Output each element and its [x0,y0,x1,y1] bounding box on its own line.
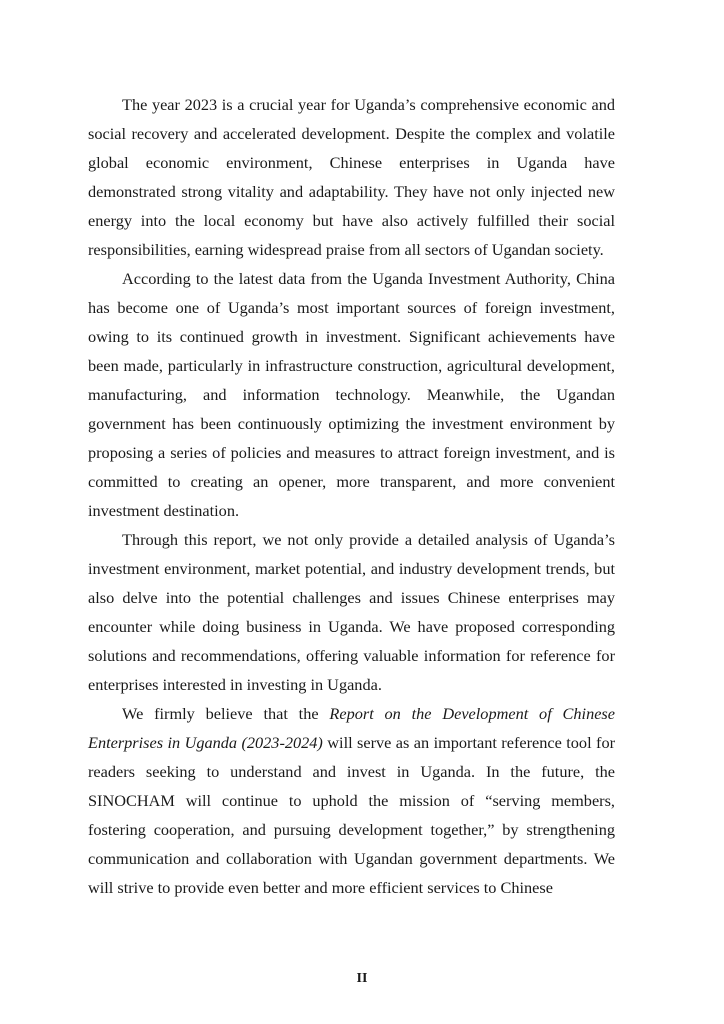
paragraph-3: Through this report, we not only provide a detailed analysis of Uganda’s investment environment, market potential, and industry development trends, but also delve into the potential challenges and issues Chinese enterprises may encounter while doing business in Uganda. We have proposed corresponding solutions and recommendations, offering valuable information for reference for enterprises interested in investing in Uganda. [88,530,615,694]
paragraph-1: The year 2023 is a crucial year for Uganda’s comprehensive economic and social recovery and accelerated development. Despite the complex and volatile global economic environment, Chinese enterprises in Uganda have demonstrated strong vitality and adaptability. They have not only injected new energy into the local economy but have also actively fulfilled their social responsibilities, earning widespread praise from all sectors of Ugandan society. [88,95,615,259]
body-text [88,90,615,902]
paragraph-4-rest: will serve as an important reference tool for readers seeking to understand and invest in Uganda. In the future, the SINOCHAM will continue to uphold the mission of “serving members, fostering cooperation, and pursuing development together,” by strengthening communication and collaboration with Ugandan government departments. We will strive to provide even better and more efficient services to Chinese [88,733,616,897]
page-number: II [356,971,368,986]
report-title: Report on the Development of Chinese Enterprises in Uganda (2023-2024) [88,704,615,752]
paragraph-4 [88,699,615,902]
paragraph-4-lead: We firmly believe that the [122,704,330,723]
paragraph-2: According to the latest data from the Uganda Investment Authority, China has become one of Uganda’s most important sources of foreign investment, owing to its continued growth in investment. Significant achievements have been made, particularly in infrastructure construction, agricultural development, manufacturing, and information technology. Meanwhile, the Ugandan government has been continuously optimizing the investment environment by proposing a series of policies and measures to attract foreign investment, and is committed to creating an opener, more transparent, and more convenient investment destination. [88,269,615,520]
